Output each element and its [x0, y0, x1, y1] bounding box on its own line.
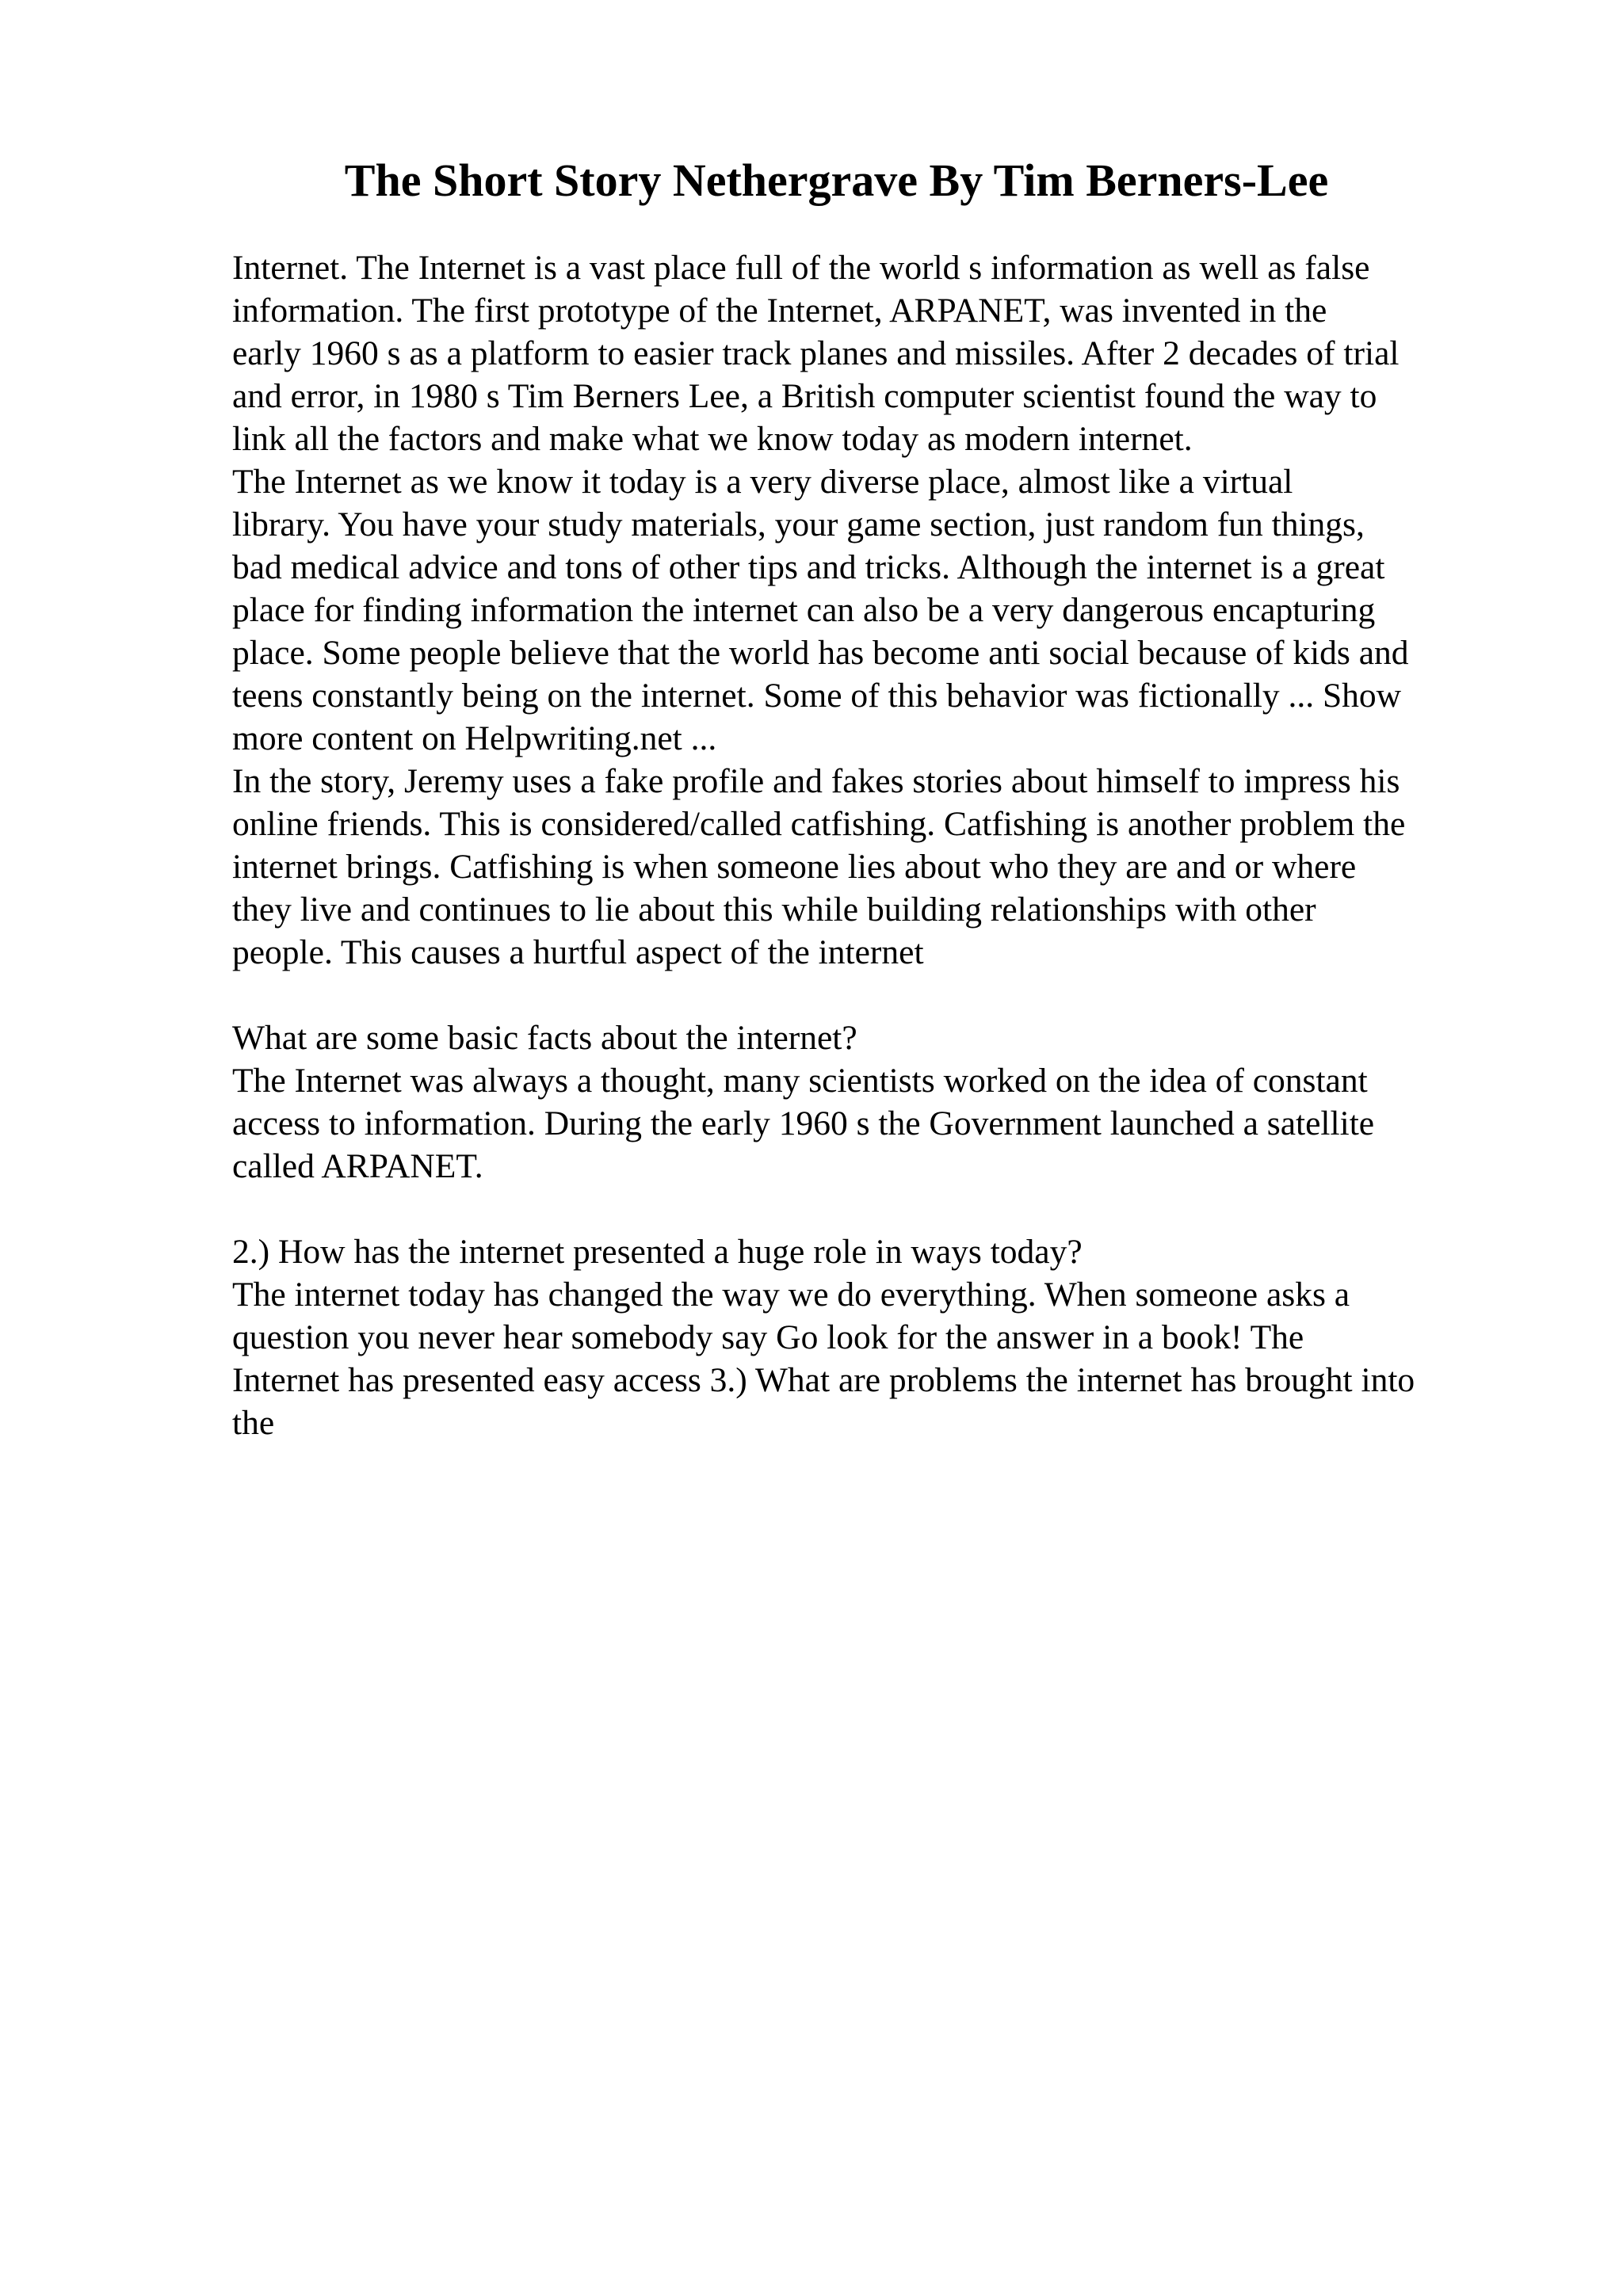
text-line: early 1960 s as a platform to easier track planes and missiles. After 2 decades of trial — [232, 334, 1400, 372]
text-line: and error, in 1980 s Tim Berners Lee, a British computer scientist found the way to — [232, 377, 1377, 415]
text-line: link all the factors and make what we know today as modern internet. — [232, 420, 1193, 458]
text-line: more content on Helpwriting.net ... — [232, 719, 717, 757]
question-line: 2.) How has the internet presented a huge role in ways today? — [232, 1233, 1083, 1271]
paragraph-huge-role — [232, 1230, 1532, 1444]
text-line: place. Some people believe that the world has become anti social because of kids and — [232, 634, 1409, 672]
text-line: Internet has presented easy access 3.) What are problems the internet has brought into — [232, 1361, 1415, 1399]
text-line: place for finding information the internet can also be a very dangerous encapturing — [232, 591, 1376, 629]
paragraph-spacer — [232, 1188, 1532, 1230]
text-line: Internet. The Internet is a vast place full of the world s information as well as false — [232, 249, 1370, 287]
text-line: the — [232, 1404, 275, 1442]
paragraph-intro — [232, 246, 1532, 460]
text-line: bad medical advice and tons of other tips and tricks. Although the internet is a great — [232, 548, 1385, 586]
text-line: teens constantly being on the internet. Some of this behavior was fictionally ... Show — [232, 677, 1402, 715]
paragraph-spacer — [232, 974, 1532, 1016]
text-line: information. The first prototype of the Internet, ARPANET, was invented in the — [232, 292, 1327, 330]
text-line: The Internet was always a thought, many scientists worked on the idea of constant — [232, 1062, 1368, 1100]
text-line: online friends. This is considered/called catfishing. Catfishing is another problem the — [232, 805, 1406, 843]
page-title: The Short Story Nethergrave By Tim Berners-Lee — [344, 154, 1329, 206]
paragraph-catfishing — [232, 760, 1532, 974]
text-line: people. This causes a hurtful aspect of the internet — [232, 933, 924, 971]
text-line: they live and continues to lie about this while building relationships with other — [232, 891, 1316, 929]
text-line: library. You have your study materials, your game section, just random fun things, — [232, 505, 1365, 543]
text-line: called ARPANET. — [232, 1147, 483, 1185]
text-line: The internet today has changed the way we do everything. When someone asks a — [232, 1276, 1350, 1314]
text-line: access to information. During the early 1960 s the Government launched a satellite — [232, 1104, 1375, 1142]
paragraph-basic-facts — [232, 1016, 1532, 1188]
text-line: internet brings. Catfishing is when someone lies about who they are and or where — [232, 848, 1357, 886]
text-line: The Internet as we know it today is a very diverse place, almost like a virtual — [232, 463, 1293, 501]
question-line: What are some basic facts about the internet? — [232, 1019, 857, 1057]
body-text — [232, 246, 1532, 1444]
paragraph-diverse-place — [232, 460, 1532, 760]
text-line: question you never hear somebody say Go look for the answer in a book! The — [232, 1318, 1304, 1356]
text-line: In the story, Jeremy uses a fake profile and fakes stories about himself to impress his — [232, 762, 1400, 800]
